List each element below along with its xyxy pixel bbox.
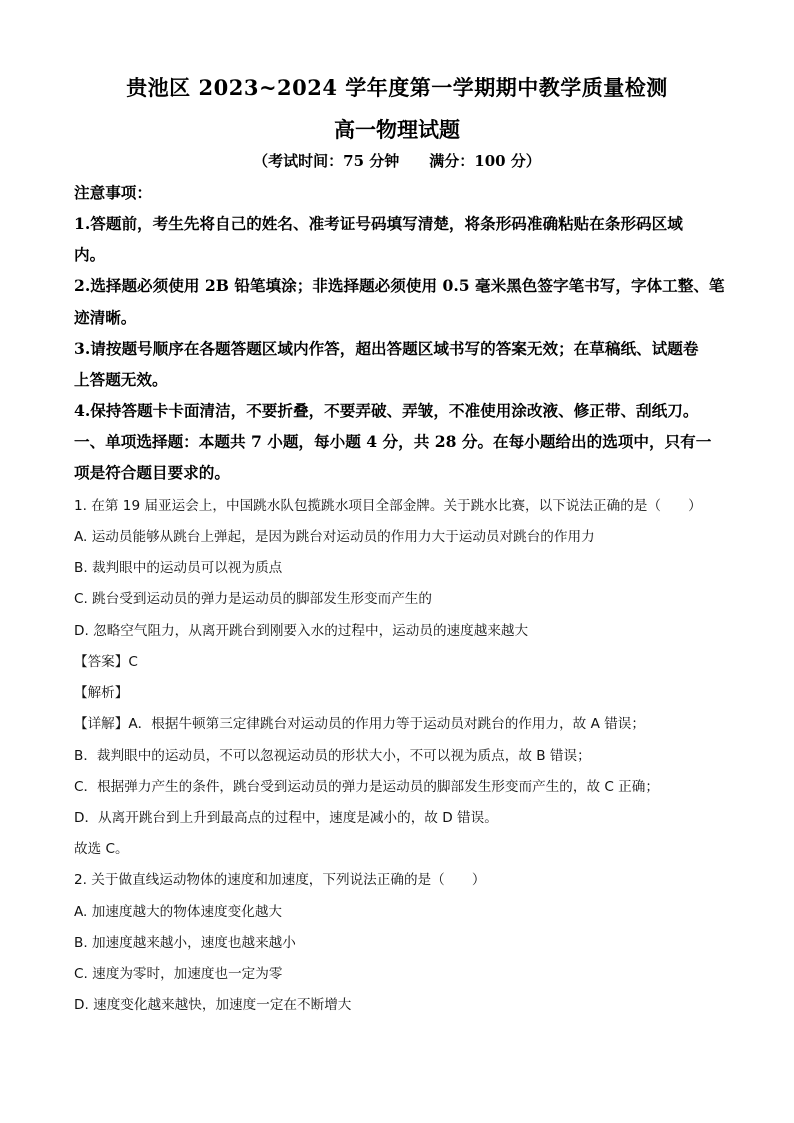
question-1-option-b: B. 裁判眼中的运动员可以视为质点 [74, 560, 283, 576]
notice-line: 上答题无效。 [74, 370, 168, 389]
section-heading-cont: 项是符合题目要求的。 [74, 463, 230, 482]
question-2-option-a: A. 加速度越大的物体速度变化越大 [74, 904, 283, 920]
detail-conclusion: 故选 C。 [74, 841, 129, 857]
question-1-option-c: C. 跳台受到运动员的弹力是运动员的脚部发生形变而产生的 [74, 591, 432, 607]
notice-line: 3.请按题号顺序在各题答题区域内作答，超出答题区域书写的答案无效；在草稿纸、试题卷 [74, 339, 699, 358]
notice-line: 内。 [74, 245, 106, 264]
question-2-stem: 2. 关于做直线运动物体的速度和加速度，下列说法正确的是（ ） [74, 872, 486, 888]
section-heading: 一、单项选择题：本题共 7 小题，每小题 4 分，共 28 分。在每小题给出的选项中，只有一 [74, 432, 712, 451]
question-1-option-a: A. 运动员能够从跳台上弹起，是因为跳台对运动员的作用力大于运动员对跳台的作用力 [74, 529, 595, 545]
detail-line: A．根据牛顿第三定律跳台对运动员的作用力等于运动员对跳台的作用力，故 A 错误； [128, 716, 645, 732]
notice-line: 4.保持答题卡卡面清洁，不要折叠，不要弄破、弄皱，不准使用涂改液、修正带、刮纸刀。 [74, 401, 699, 420]
question-1-option-d: D. 忽略空气阻力，从离开跳台到刚要入水的过程中，运动员的速度越来越大 [74, 623, 529, 639]
notice-heading: 注意事项： [74, 183, 152, 202]
question-1-detail [74, 712, 734, 732]
exam-info: （考试时间：75 分钟 满分：100 分） [253, 152, 541, 170]
notice-line: 2.选择题必须使用 2B 铅笔填涂；非选择题必须使用 0.5 毫米黑色签字笔书写，字体工整、笔 [74, 276, 725, 295]
question-2-option-b: B. 加速度越来越小，速度也越来越小 [74, 935, 296, 951]
question-1-stem: 1. 在第 19 届亚运会上，中国跳水队包揽跳水项目全部金牌。关于跳水比赛，以下说法正确的是（ ） [74, 498, 702, 514]
detail-line: D．从离开跳台到上升到最高点的过程中，速度是减小的，故 D 错误。 [74, 810, 498, 826]
question-2-option-d: D. 速度变化越来越快，加速度一定在不断增大 [74, 997, 352, 1013]
answer-tag: 【答案】 [74, 654, 129, 670]
question-1-analysis-tag: 【解析】 [74, 685, 129, 701]
question-2-option-c: C. 速度为零时，加速度也一定为零 [74, 966, 283, 982]
exam-title: 贵池区 2023~2024 学年度第一学期期中教学质量检测 [126, 75, 668, 100]
detail-line: C．根据弹力产生的条件，跳台受到运动员的弹力是运动员的脚部发生形变而产生的，故 C 正确； [74, 779, 659, 795]
exam-subtitle: 高一物理试题 [334, 117, 460, 142]
notice-line: 迹清晰。 [74, 308, 137, 327]
answer-value: C [128, 654, 138, 670]
detail-tag: 【详解】 [74, 716, 129, 732]
detail-line: B．裁判眼中的运动员，不可以忽视运动员的形状大小，不可以视为质点，故 B 错误； [74, 748, 591, 764]
question-1-answer [74, 650, 734, 670]
notice-line: 1.答题前，考生先将自己的姓名、准考证号码填写清楚，将条形码准确粘贴在条形码区域 [74, 214, 683, 233]
